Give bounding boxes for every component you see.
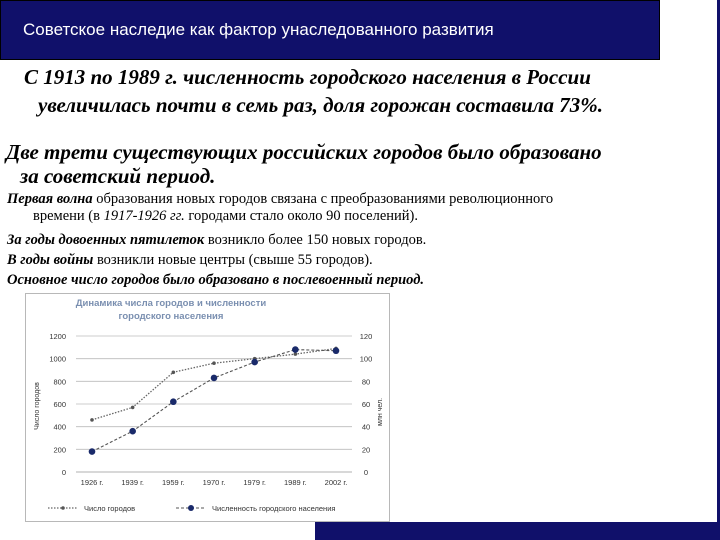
point-population (129, 428, 136, 435)
legend-label-cities: Число городов (84, 504, 136, 513)
section-heading-line-1: Две трети существующих российских городов было образовано (6, 140, 602, 164)
y-tick-left: 1200 (49, 332, 66, 341)
lead-line-2: увеличилась почти в семь раз, доля горожан составила 73%. (38, 93, 604, 117)
first-wave-years-post: городами стало около 90 поселений). (184, 208, 419, 224)
paragraph-war (7, 252, 707, 269)
prewar-text: возникло более 150 новых городов. (204, 232, 427, 248)
point-population (170, 398, 177, 405)
x-tick-label: 2002 г. (324, 478, 348, 487)
y-tick-right: 60 (361, 400, 371, 409)
point-population (333, 347, 340, 354)
y-axis-label-right: млн чел. (377, 397, 384, 427)
y-axis-label-left: Число городов (34, 382, 41, 430)
section-heading (6, 140, 711, 188)
legend-marker-cities (61, 506, 65, 510)
y-tick-left: 600 (53, 400, 66, 409)
point-cities (212, 361, 216, 365)
prewar-emphasis: За годы довоенных пятилеток (7, 232, 205, 248)
chart-title-line-2: городского населения (118, 311, 224, 322)
point-cities (131, 406, 135, 410)
lead-line-1: С 1913 по 1989 г. численность городского населения в России (24, 65, 591, 89)
accent-bar-bottom (315, 522, 720, 540)
y-tick-right: 120 (359, 332, 373, 341)
x-tick-label: 1989 г. (283, 478, 307, 487)
paragraph-first-wave-line-2 (7, 208, 707, 225)
point-population (89, 448, 96, 455)
y-tick-left: 400 (53, 422, 66, 432)
first-wave-emphasis: Первая волна (7, 191, 93, 207)
y-tick-right: 20 (361, 445, 371, 455)
y-tick-right: 0 (363, 468, 369, 477)
paragraph-first-wave-line-1 (7, 191, 707, 208)
y-tick-right: 80 (361, 377, 371, 387)
point-cities (172, 370, 176, 374)
slide-title: Советское наследие как фактор унаследованного развития (23, 20, 494, 39)
x-tick-label: 1979 г. (243, 478, 267, 487)
chart-svg (26, 294, 389, 521)
x-tick-label: 1926 г. (80, 478, 104, 487)
paragraph-postwar (7, 272, 707, 289)
paragraph-prewar (7, 232, 707, 249)
paragraph-first-wave (7, 191, 707, 225)
legend-label-population: Численность городского населения (212, 504, 336, 513)
y-tick-right: 100 (359, 354, 373, 364)
war-text: возникли новые центры (свыше 55 городов). (93, 252, 373, 268)
section-heading-line-2: за советский период. (20, 164, 216, 188)
first-wave-years-pre: времени (в (33, 208, 104, 224)
y-tick-left: 800 (53, 377, 66, 387)
point-population (251, 359, 258, 366)
x-tick-label: 1939 г. (121, 478, 145, 487)
x-tick-label: 1959 г. (161, 478, 185, 487)
series-line-cities (92, 348, 336, 419)
war-emphasis: В годы войны (7, 252, 94, 268)
first-wave-years: 1917-1926 гг. (103, 208, 185, 224)
chart-panel (25, 293, 390, 522)
postwar-statement: Основное число городов было образовано в послевоенный период. (7, 272, 425, 288)
point-cities (90, 418, 94, 422)
title-bar (0, 0, 660, 60)
first-wave-text: образования новых городов связана с преобразованиями революционного (92, 191, 554, 207)
lead-statement (24, 63, 704, 119)
x-tick-label: 1970 г. (202, 478, 226, 487)
y-tick-left: 0 (61, 468, 66, 477)
point-population (211, 375, 218, 382)
y-tick-left: 200 (53, 445, 66, 455)
point-population (292, 346, 299, 353)
y-tick-right: 40 (361, 422, 371, 432)
legend-marker-population (188, 505, 194, 511)
y-tick-left: 1000 (49, 354, 66, 364)
chart-title-line-1: Динамика числа городов и численности (75, 298, 267, 309)
